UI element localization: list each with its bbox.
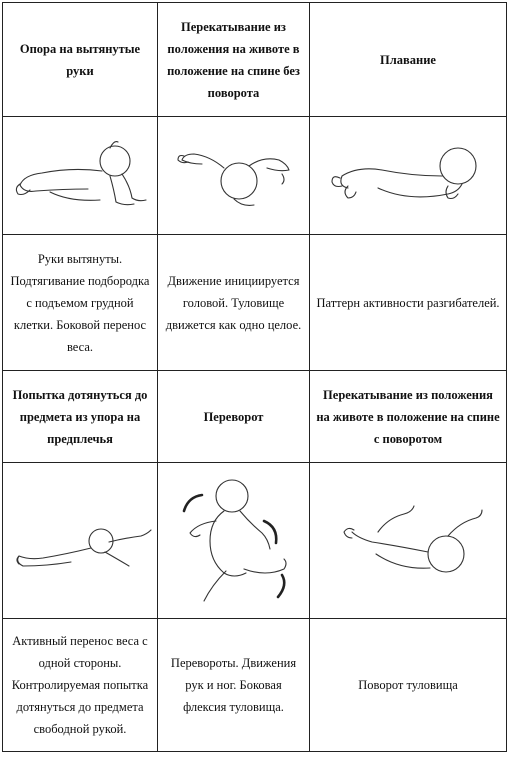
baby-prone-extended-arms-illustration	[10, 126, 150, 226]
baby-turning-over-illustration	[164, 471, 304, 611]
baby-swimming-illustration	[318, 126, 498, 226]
description-cell: Поворот туловища	[310, 619, 507, 752]
image-cell	[158, 117, 310, 235]
table-row	[3, 117, 507, 235]
description-cell: Перевороты. Движения рук и ног. Боковая флексия туловища.	[158, 619, 310, 752]
baby-reaching-illustration	[9, 486, 155, 596]
table-row	[3, 235, 507, 371]
description-cell: Движение инициируется головой. Туловище движется как одно целое.	[158, 235, 310, 371]
description-cell: Руки вытянуты. Подтягивание подбородка с подъемом грудной клетки. Боковой перенос веса.	[3, 235, 158, 371]
table-row	[3, 3, 507, 117]
baby-rolling-with-rotation-illustration	[318, 486, 498, 596]
header-cell: Перекатывание из положения на животе в положение на спине без поворота	[158, 3, 310, 117]
header-cell: Перекатывание из положения на животе в положение на спине с поворотом	[310, 371, 507, 463]
image-cell	[310, 463, 507, 619]
image-cell	[3, 117, 158, 235]
image-cell	[3, 463, 158, 619]
header-cell: Переворот	[158, 371, 310, 463]
development-table	[2, 2, 507, 752]
table-row	[3, 619, 507, 752]
header-cell: Опора на вытянутые руки	[3, 3, 158, 117]
image-cell	[158, 463, 310, 619]
description-cell: Паттерн активности разгибателей.	[310, 235, 507, 371]
header-cell: Попытка дотянуться до предмета из упора на предплечья	[3, 371, 158, 463]
description-cell: Активный перенос веса с одной стороны. Контролируемая попытка дотянуться до предмета свободной рукой.	[3, 619, 158, 752]
baby-rolling-no-rotation-illustration	[164, 126, 304, 226]
table-row	[3, 371, 507, 463]
image-cell	[310, 117, 507, 235]
table-row	[3, 463, 507, 619]
header-cell: Плавание	[310, 3, 507, 117]
